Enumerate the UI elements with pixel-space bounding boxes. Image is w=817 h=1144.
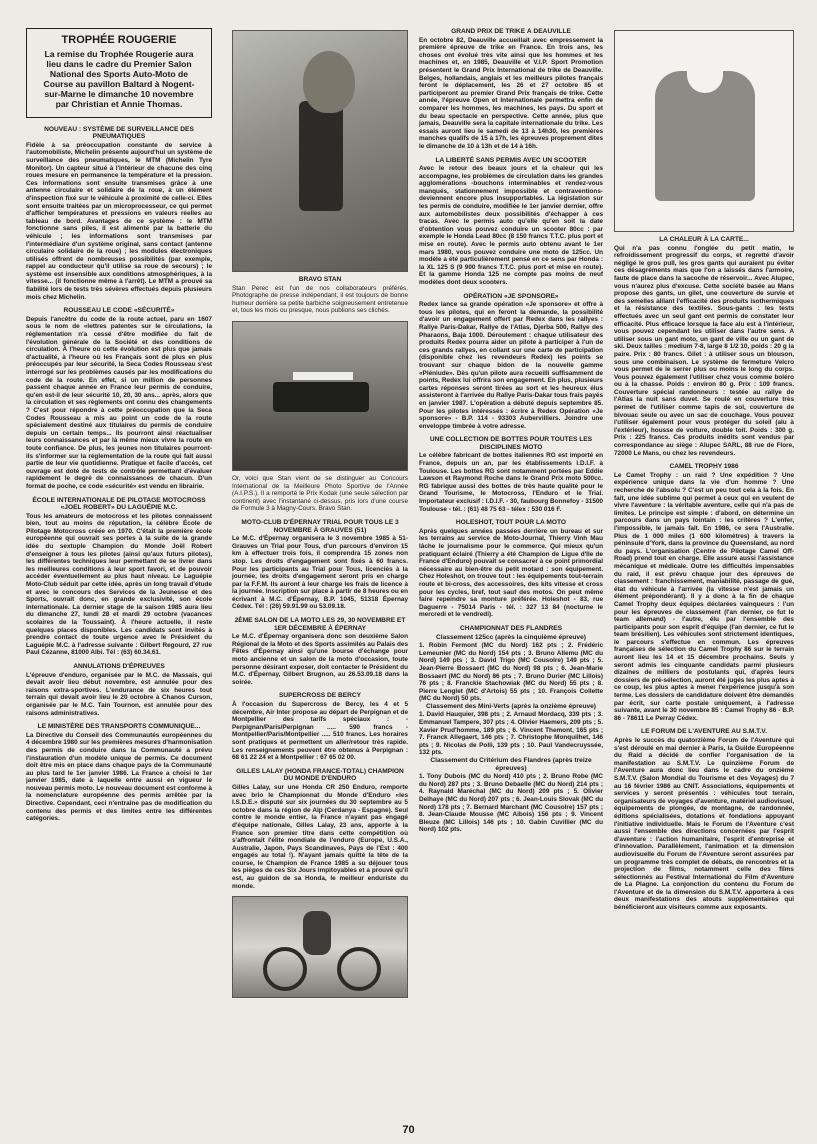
article-bottes: [419, 436, 603, 513]
article-scooter: [419, 157, 603, 287]
column-3: [419, 28, 603, 840]
article-title: ROUSSEAU LE CODE «SÉCURITÉ»: [63, 307, 175, 315]
photo-formula3-car: [232, 321, 408, 471]
photo-caption-text: Stan Perec est l'un de nos collaborateurs préférés. Photographe de presse indépendant, il est toujours de bonne humeur derrière sa petite barbiche soigneusement entretenue et, tous les mois ou presque, nous publions ses clichés.: [232, 284, 408, 315]
article-title: MOTO-CLUB D'ÉPERNAY TRIAL POUR TOUS LE 3 NOVEMBRE À GRAUVES (51): [241, 518, 399, 534]
article-title: LE MINISTÈRE DES TRANSPORTS COMMUNIQUE...: [37, 723, 201, 731]
photo-thermal-vest: [614, 30, 794, 232]
article-text: Avec le retour des beaux jours et la chaleur qui les accompagne, les problèmes de circulation dans les grandes agglomérations -bouchons interminables et rendez-vous manqués, stationnement impossible et contraventions- deviennent encore plus insupportables. La législation sur les permis de conduire, modifiée le 1er janvier dernier, offre aux automobilistes deux possibilités d'échapper à ces tracas. Avec le permis auto qu'elle qu'en soit la date d'obtention vous pouvez conduire un scooter 80cc : par exemple le Honda Lead 80cc (8 150 francs T.T.C. plus port et mise en route). Avec le permis auto obtenu avant le 1er mars 1980, vous pouvez conduire une moto de 125cc. Un modèle a été particulièrement pensé en ce sens par Honda : la XL 125 S (9 900 francs T.T.C. plus port et mise en route). Et la gamme Honda 125 ne compte pas moins de neuf modèles dont deux scooters.: [419, 165, 603, 286]
article-camel-trophy: [614, 463, 794, 722]
motorcycle-wheel-shape: [263, 947, 307, 991]
article-gilles-lalay: [232, 768, 408, 891]
article-text: Qui n'a pas connu l'onglée du petit matin, le refroidissement progressif du corps, et regretté d'avoir négligé le gros pull, les gros gants qui auraient pu éviter ces désagréments mais que l'on a laissés dans l'armoire, faute de place dans la sacoche de réservoir... Avec Alupec, vous n'aurez plus d'excuse. Cette société basée au Mans propose des gants, un gilet, une couverture de survie et des semelles alliant l'efficacité des produits isothermiques et la résistance des textiles. Sous-gants : les tests effectués avec un seul gant ont permis de constater leur efficacité. Plus efficace lorsque la face alu est à l'intérieur, vous pouvez cependant les utiliser dans l'autre sens. A utiliser sous un gant moto, un gant de ville ou un gant de ski. Deux tailles : medium 7-8, large 8 1/2 10, poids : 20 g la paire. Prix : 80 francs. Gilet : à utiliser sous un blouson, sous une combinaison. Le système de fermeture Velcro vous permet de le serrer plus ou moins le long du corps. Vous pouvez également l'utiliser chez vous comme boléro ou à la chasse. Poids : environ 80 g. Prix : 109 francs. Couverture spécial randonneurs : testée au rallye de l'Atlas la nuit sans duvet. Se roulé en couverture très permet de l'utiliser comme tapis de sol, couverture de bivouac seule ou avec un sac de couchage. Vous pouvez l'utiliser également pour vous protéger du soleil (alu à l'extérieur), housse de voiture, double toit. Poids : 300 g. Prix : 225 francs. Ces produits inédits sont vendus par correspondance au siège : Alupec SARL, 88 rue de Flore, 72000 Le Mans, ou chez les revendeurs.: [614, 244, 794, 457]
article-title: OPÉRATION «JE SPONSORE»: [463, 292, 559, 300]
article-moto-club-epernay: [232, 519, 408, 611]
article-title: HOLESHOT, TOUT POUR LA MOTO: [455, 519, 567, 527]
article-rousseau: [26, 307, 212, 490]
article-text: En octobre 82, Deauville accueillait avec empressement la première épreuve de trike en France. En trois ans, les choses ont évolué très vite ainsi que les hommes et les machines et, en 1985, Deauville et V.I.P. Sport Promotion présentent le Grand Prix International de trike de Deauville. Belges, hollandais, anglais et les meilleurs pilotes français feront le déplacement, les 26 et 27 octobre 85 et participeront au premier Grand Prix français de trike. Cette année, l'épreuve Open et Internationale permettra enfin de comparer les hommes, les machines, les pays. Du sport et du beau spectacle en perspective. Cette année, plus que jamais, Deauville sera la capitale internationale du trike. Les essais auront lieu le samedi de 13 à 14h30, les premières manches qualifs de 15 à 17h, les épreuves proprement dites le dimanche de 10 à 13h et de 14 à 16h.: [419, 36, 603, 150]
photo-caption: [232, 285, 408, 315]
article-text: Redex lance sa grande opération «Je sponsore» et offre à tous les pilotes, qui en feront la demande, la possibilité d'avoir un engagement offert par Redex dans les rallyes : Rallye Paris-Dakar, Rallye de l'Atlas, Djerba 500, Rallye des Pharaons, Baja 1000. Déroulement : chaque utilisateur des produits Redex pourra aider un pilote à participer à l'un de ces grands rallyes, en collant sur une carte de participation (disponible chez les revendeurs Redex) les points se trouvant sur chaque bidon de la nouvelle gamme «Pléniude». Dès qu'un pilote aura recueilli suffisamment de points, Redex lui offrira son engagement. En plus, plusieurs cartes réponses seront tirées au sort et les heureux élus assisteront à l'arrivée du Rallye Paris-Dakar tous frais payés en janvier 1987. L'opération a débuté depuis septembre 85. Pour les pilotes intéressés : écrire à Redex Opération «Je sponsore» - B.P. 114 - 93303 Aubervilliers. Joindre une enveloppe timbrée à votre adresse.: [419, 301, 603, 430]
article-title: 2ÈME SALON DE LA MOTO LES 29, 30 NOVEMBRE ET 1ER DÉCEMBRE À ÉPERNAY: [234, 617, 406, 632]
article-championnat-flandres: [419, 625, 603, 834]
article-title: SUPERCROSS DE BERCY: [278, 692, 362, 700]
article-ecole-motocross: [26, 497, 212, 657]
article-text: Le M.C. d'Épernay organisera donc son deuxième Salon Régional de la Moto et des Sports assimilés au Palais des Fêtes d'Épernay ainsi qu'une bourse d'échange pour moto ancienne et un salon de la moto d'occasion, toute personne désirant exposer, doit contacter le Président du M.C. d'Épernay, Gilbert Brugnon, au 26.53.09.18 dans la soirée.: [232, 633, 408, 686]
article-title: ANNULATIONS D'ÉPREUVES: [73, 662, 165, 670]
results-125cc: 1. Robin Fermont (MC du Nord) 162 pts ; 2. Frédéric Lemeunier (MC du Nord) 154 pts ; 3. Bruno Allemu (MC du Nord) 149 pts ; 3. David Trigo (MC Cousolre) 149 pts ; 5. Jean-Pierre Bossaert (MC du Nord) 98 pts ; 6. Jean-Marie Bossaert (MC du Nord) 86 pts ; 7. Bruno Durier (MC Lillois) 76 pts ; 8. Franckie Stachowiak (MC du Nord) 55 pts ; 8. Pierre Lenglet (MC d'Artois) 55 pts ; 10. François Collette (MC du Nord) 50 pts.: [419, 642, 603, 703]
article-trike-deauville: [419, 28, 603, 151]
article-text: Fidèle à sa préoccupation constante de service à l'automobiliste, Michelin présente aujourd'hui un système de surveillance des pneumatiques, le MTM (Michelin Tyre Monitor). Un capteur situé à l'intérieur de chacune des cinq roues mesure en permanence la température et la pression. Ces informations sont ensuite transmises grâce à une antenne circulaire et solidaire de la roue, à un élément d'inspection fixé sur le véhicule à proximité de celle-ci. Elles sont ensuite traitées par un microprocesseur, ce qui permet d'afficher températures et pressions en valeurs réelles au tableau de bord. Avantages de ce système : le MTM fonctionne sans piles, il est alimenté par la batterie du véhicule ; les informations sont transmises par l'intermédiaire d'un système original, sans contact (antenne circulaire solidaire de la roue) ; les modules électroniques utilisés offrent de nombreuses possibilités (par exemple, rappel au conducteur qu'il utilise sa roue de secours) ; le système est insensible aux conditions atmosphériques, à la vitesse... (il fonctionne même à l'arrêt). Le MTM a prouvé sa fiabilité lors de tests très sévères effectués depuis plusieurs mois chez Michelin.: [26, 141, 212, 301]
article-text: Le célèbre fabricant de bottes italiennes RG est importé en France, depuis un an, par les établissements I.D.I.F. à Toulouse. Les bottes RG sont notamment portées par Eddie Lawson et Raymond Roche dans le Grand Prix moto 500cc. RG fabrique aussi des bottes de très haute qualité pour le Grand Tourisme, le Motocross, l'Enduro et le Trial. Importateur exclusif : I.D.I.F. - 30, faubourg Bonnefoy - 31500 Toulouse - tél. : (61) 48 75 63 - télex : 530 016 F.: [419, 452, 603, 513]
article-pneumatiques: [26, 126, 212, 302]
motorcycle-wheel-shape: [337, 947, 381, 991]
article-title: CAMEL TROPHY 1986: [669, 463, 739, 471]
article-subtitle: Classement 125cc (après la cinquième épreuve): [436, 633, 586, 641]
article-forum-aventure: [614, 728, 794, 911]
article-subtitle: Classement du Critérium des Flandres (après treize épreuves): [430, 757, 592, 772]
article-title: NOUVEAU : SYSTÈME DE SURVEILLANCE DES PNEUMATIQUES: [44, 125, 194, 141]
article-annulations: [26, 663, 212, 717]
race-car-shape: [273, 382, 369, 412]
article-salon-moto: [232, 617, 408, 686]
article-text: À l'occasion du Supercross de Bercy, les 4 et 5 décembre, Air Inter propose au départ de Perpignan et de Montpellier des tarifs spéciaux : - Perpignan/Paris/Perpignan ..... 590 francs - Montpellier/Paris/Montpellier ..... 510 francs. Les horaires sont pratiques et permettent un aller/retour très rapide. Les renseignements peuvent être obtenus à Perpignan : 68 61 22 24 et à Montpellier : 67 65 02 00.: [232, 701, 408, 762]
article-title: GILLES LALAY (HONDA FRANCE-TOTAL) CHAMPION DU MONDE D'ENDURO: [236, 767, 404, 783]
article-text: Gilles Lalay, sur une Honda CR 250 Enduro, remporte avec brio le Championnat du Monde d'Enduro «les I.S.D.E.» disputé sur six journées du 30 septembre au 5 octobre dans la région de Alp (Cerdanya - Espagne). Seul contre le monde entier, la France n'ayant pas engagé d'équipe nationale, Gilles Lalay, 23 ans, apporte à la France son premier titre dans cette compétition où s'affrontait l'élite mondiale de l'enduro (Europe, U.S.A., Australie, Japon, Pays Scandinaves, Pays de l'Est : 400 engagés au total !). N'ayant jamais quitté la tête de la course, le Champion de France 1985 a su déjouer tous les pièges de ces Six Jours impitoyables et a prouvé qu'il est, au guidon de sa Honda, le meilleur enduriste du monde.: [232, 783, 408, 890]
article-title: LA LIBERTÉ SANS PERMIS AVEC UN SCOOTER: [435, 156, 587, 164]
column-1: [26, 28, 212, 829]
page-number: 70: [402, 1124, 415, 1136]
trophy-box-title: TROPHÉE ROUGERIE: [61, 34, 177, 46]
column-4: [614, 28, 794, 918]
article-text: Tous les amateurs de motocross et les pilotes connaissent bien, tout au moins de réputation, la célèbre École de Pilotage Motocross créée en 1970. C'était la première école européenne qui ouvrait ses portes à la suite de la grande idée du sextuple Champion du Monde Joël Robert d'enseigner à tous les pilotes (ainsi qu'aux futurs pilotes), les différentes techniques leur permettant de se livrer dans les meilleures conditions à leur sport favori, et de pouvoir accéder éventuellement au plus haut niveau. Le Laguépie Moto-Club séduit par cette idée, après un long travail d'étude et avec le concours des Services de la Jeunesse et des Sports, ouvrait donc, en grande exclusivité, son école internationale. La dernier stage de la saison 1985 aura lieu du dimanche 27, lundi 28 et mardi 29 octobre (vacances scolaires de la Toussaint). À l'heure actuelle, il reste quelques places disponibles. Les candidats sont invités à prendre contact de toute urgence avec le Président du Laguépie M.C. à l'adresse suivante : Gilbert Regourd, 27 rue Paul Cézanne, 81000 Albi. Tél : (63) 60.34.61.: [26, 512, 212, 657]
article-text: La Directive du Conseil des Communautés européennes du 4 décembre 1980 sur les premières mesures d'harmonisation des permis de conduire dans la Communauté a prévu l'instauration d'un modèle unique de permis. Ce document doit être mis en place dans chaque pays de la Communauté au plus tard le 1er janvier 1986. La France a choisi le 1er janvier 1985, date à laquelle entre aussi en vigueur le nouveau permis moto. Le nouveau document est conforme à la nomenclature européenne des permis arrêtée par la Directive. Cependant, ceci n'entraîne pas de modification du contenu des permis et des limites entre les différentes catégories.: [26, 731, 212, 823]
column-2: [232, 28, 408, 1002]
face-shape: [303, 51, 355, 113]
article-ministere: [26, 723, 212, 823]
article-je-sponsore: [419, 293, 603, 431]
results-mini-verts: 1. David Hauquier, 398 pts ; 2. Arnaud Mordacq, 339 pts ; 3. Emmanuel Tampere, 307 pts ; 4. Olivier Haemers, 209 pts ; 5. Xavier Prud'homme, 189 pts ; 6. Vincent Themont, 165 pts ; 7. Franck Allegaert, 146 pts ; 7. Christophe Monquilhet, 146 pts ; 9. Nicolas de Polli, 139 pts ; 10. Paul Vandecruyssée, 132 pts.: [419, 711, 603, 757]
article-title: UNE COLLECTION DE BOTTES POUR TOUTES LES DISCIPLINES MOTO: [429, 436, 593, 451]
photo-car-caption-text: Or, voici que Stan vient de se distinguer au Concours International de la Meilleure Photo Sportive de l'Année (A.I.P.S.). Il a remporté le Prix Kodak (une seule sélection par continent) avec l'instantané ci-dessus, pris lors d'une course de Formule 3 à Magny-Cours. Bravo Stan.: [232, 474, 408, 513]
article-title: ÉCOLE INTERNATIONALE DE PILOTAGE MOTOCROSS «JOEL ROBERT» DU LAGUÉPIE M.C.: [32, 496, 206, 512]
article-title: LE FORUM DE L'AVENTURE AU S.M.T.V.: [641, 728, 767, 736]
trophy-box: [26, 28, 212, 118]
article-text: Après le succès du quatorzième Forum de l'Aventure qui s'est déroulé en mai dernier à Paris, la Guilde Européenne du Raid a décidé de confier l'organisation de la manifestation au S.M.T.V. Le quinzième Forum de l'Aventure aura donc lieu dans le cadre du onzième S.M.T.V. (Salon Mondial du Tourisme et des Voyages) du 7 au 16 février 1986 au CNIT. Associations, équipements et services y seront présentés : véhicules tout terrain, organisateurs de voyages d'aventure, matériel audiovisuel, équipements de plongée, de montagne, de randonnée, éditions spécialisées, dotations et fondations appuyant l'initiative individuelle. Mais le Forum de l'Aventure c'est aussi l'ensemble des directions concernées par l'esprit d'aventure : l'action humanitaire, l'esprit d'entreprise et d'innovation. Parallèlement, l'animation et la dimension audiovisuelle du Forum de l'Aventure seront assurées par un programme très complet de débats, de rencontres et la projection de films, notamment celle des films sélectionnés au Festival International du Film d'Aventure de La Plagne. La conjonction du contenu du Forum de l'Aventure et de la dimension du S.M.T.V. apportera à ces deux manifestations des atouts supplémentaires qui bénéficieront aux visiteurs comme aux exposants.: [614, 737, 794, 912]
article-title: GRAND PRIX DE TRIKE À DEAUVILLE: [451, 28, 571, 35]
rider-shape: [303, 911, 331, 955]
camera-lens-shape: [299, 101, 343, 211]
trophy-box-text: La remise du Trophée Rougerie aura lieu dans le cadre du Premier Salon National des Sports Auto-Moto de Course au pavillon Baltard à Nogent-sur-Marne le dimanche 10 novembre par Christian et Annie Thomas.: [43, 48, 195, 109]
article-text: Le M.C. d'Épernay organisera le 3 novembre 1985 à 51-Grauves un Trial pour Tous, d'un parcours d'environ 15 km à effectuer trois fois, il comprendra 15 zones non stop. Les droits d'engagement sont fixés à 60 francs. Pour les participants au Trial pour Tous, licenciés à la journée, les droits d'engagement seront pris en charge par la F.F.M. Ils auront à leur charge les frais de licence à la journée. Inscription sur place à partir de 8 heures ou en écrivant à M.C. d'Épernay, B.P. 1045, 51318 Épernay Cédex. Tél : (26) 59.91.99 ou 53.09.18.: [232, 535, 408, 611]
photo-car-caption: [232, 475, 408, 513]
article-text: Après quelques années passées derrière un bureau et sur les terrains au service de Moto-Journal, Thierry Vinh Mau lâche le journalisme pour le commerce. Qui mieux qu'un pratiquant éclairé (Thierry a été Champion de Ligue d'Ile de France d'Enduro) pouvait se consacrer à ce point primordial nécessaire au bien-être du petit motard : son équipement. Chez Holeshot, on trouve tout : les équipements tout-terrain route et bi-cross, des accessoires, des kits vitesse et cross pour les cycles, bref, tout sauf des motos. On peut même faire repeindre sa monture préférée. Holeshot - 83, rue Daguerre - 75014 Paris - tél. : 327 13 84 (nocturne le mercredi et le vendredi).: [419, 527, 603, 619]
race-car-wing-shape: [293, 372, 353, 380]
article-title: LA CHALEUR À LA CARTE...: [659, 236, 749, 243]
photo-caption-title: BRAVO STAN: [298, 276, 342, 283]
article-chaleur-carte: [614, 236, 794, 457]
article-subtitle: Classement des Mini-Verts (après la onzième épreuve): [425, 702, 597, 710]
article-supercross-bercy: [232, 692, 408, 761]
article-holeshot: [419, 519, 603, 619]
article-text: Le Camel Trophy : un raid ? Une expédition ? Une expérience unique dans la vie d'un homme ? Une recherche de l'absolu ? C'est un peu tout cela à la fois. En fait, une idée sublime qui permet à ceux qui en veulent de vivre l'aventure : la véritable aventure, celle qui n'a pas de limites. Le principe est simple : d'abord, on détermine un parcours dans un pays lointain : les critères ? L'enfer, l'impossible, le jamais fait. En 1986, ce sera l'Australie. Plus de 1 000 miles (1 600 kilomètres) à travers la péninsule d'York, dans la province du Queensland, au nord du pays. L'organisation (Centre de Pilotage Camel Off-Road) prend tout en charge. Elle assure aussi l'assistance mécanique et médicale. Outre les difficultés impensables du raid, il est prévu chaque jour des épreuves de classement : franchissement, maniabilité, passage de gué, état du véhicule à l'arrivée (la vitesse n'est jamais un élément prépondérant). Il y a donc à la fin de chaque Camel Trophy deux équipes déclarées vainqueurs : l'un pour les épreuves de classement (l'an dernier, ce fut le team allemand) - l'autre, élu par l'ensemble des participants pour son esprit d'équipe (l'an dernier, ce fut le team brésilien). Les véhicules sont strictement identiques, le parcours s'effectue en commun. Les épreuves françaises de sélection du Camel Trophy 86 sur le terrain auront lieu les 14 et 15 décembre prochains. Seuls y seront admis les cinquante candidats parmi plusieurs dizaines de milliers de postulants qui, d'après leurs dossiers de pré-sélection, auront été jugés les plus aptes à ce coup, les plus aptes à mener l'expérience jusqu'à son terme. Les dossiers de candidature doivent être demandés par écrit, sur carte postale uniquement, à l'adresse suivante, avant le 30 novembre 85 : Camel Trophy 86 - B.P. 86 - 78611 Le Perray Cédex.: [614, 471, 794, 722]
article-text: L'épreuve d'enduro, organisée par le M.C. de Massais, qui devait avoir lieu début novembre, est annulée pour des raisons extra-sportives. L'endurance de six heures tout terrain qui devait avoir lieu le 20 octobre à Chanos Curson, organisée par le M.C. Tain Tournon, est annulée pour des raisons administratives.: [26, 671, 212, 717]
results-criterium: 1. Tony Dubois (MC du Nord) 410 pts ; 2. Bruno Robe (MC du Nord) 287 pts ; 3. Bruno Debaelle (MC du Nord) 214 pts ; 4. Raynald Maréchal (MC du Nord) 209 pts ; 5. Olivier Delhaye (MC du Nord) 207 pts ; 6. Jean-Louis Slovak (MC du Nord) 178 pts ; 7. Bernard Marchant (MC Cousolre) 157 pts ; 8. Jean-Claude Mousse (MC Aibois) 156 pts ; 9. Vincent Bleuze (MC Lillois) 146 pts ; 10. Gabin Cuvillier (MC du Nord) 102 pts.: [419, 773, 603, 834]
article-title: CHAMPIONNAT DES FLANDRES: [459, 624, 563, 632]
photo-stan-perec: [232, 30, 408, 272]
article-text: Depuis l'ancêtre du code de la route actuel, paru en 1607 sous le nom de «lettres patentes sur le circulations, la réglementation n'a cessé d'être modifiée du fait de l'évolution générale de la Société et des conditions de circulation. À l'heure où cette évolution est plus que jamais d'actualité, à l'heure où les Français sont de plus en plus préoccupés par leur sécurité, la Seca Codes Rousseau s'est interrogé sur les problèmes causés par les modifications du code de la route. En effet, si un million de personnes passent chaque année en France leur permis de conduire, qu'en est-il de leur sécurité 10, 20, 30 ans... après, alors que la circulation et ses règlements ont connu des changements ? C'est pour répondre à cette préoccupation que la Seca Codes Rousseau a mis au point un code de la route spécialement destiné aux titulaires du permis de conduire depuis un certain temps... Ils pourront ainsi réactualiser leurs connaissances et par là même mieux vivre la route en toute confiance. De plus, les jeunes non titulaires pourront-ils s'informer sur la réglementation de la route qui fait aussi partie de leur vie quotidienne. Pratique et facile d'accès, cet ouvrage est doté de tests de contrôle permettant d'évaluer rapidement le degré de connaissances de chacun. D'un format de poche, ce code «sécurité» est vendu en librairie.: [26, 315, 212, 490]
photo-enduro-motorcycle: [232, 896, 408, 998]
